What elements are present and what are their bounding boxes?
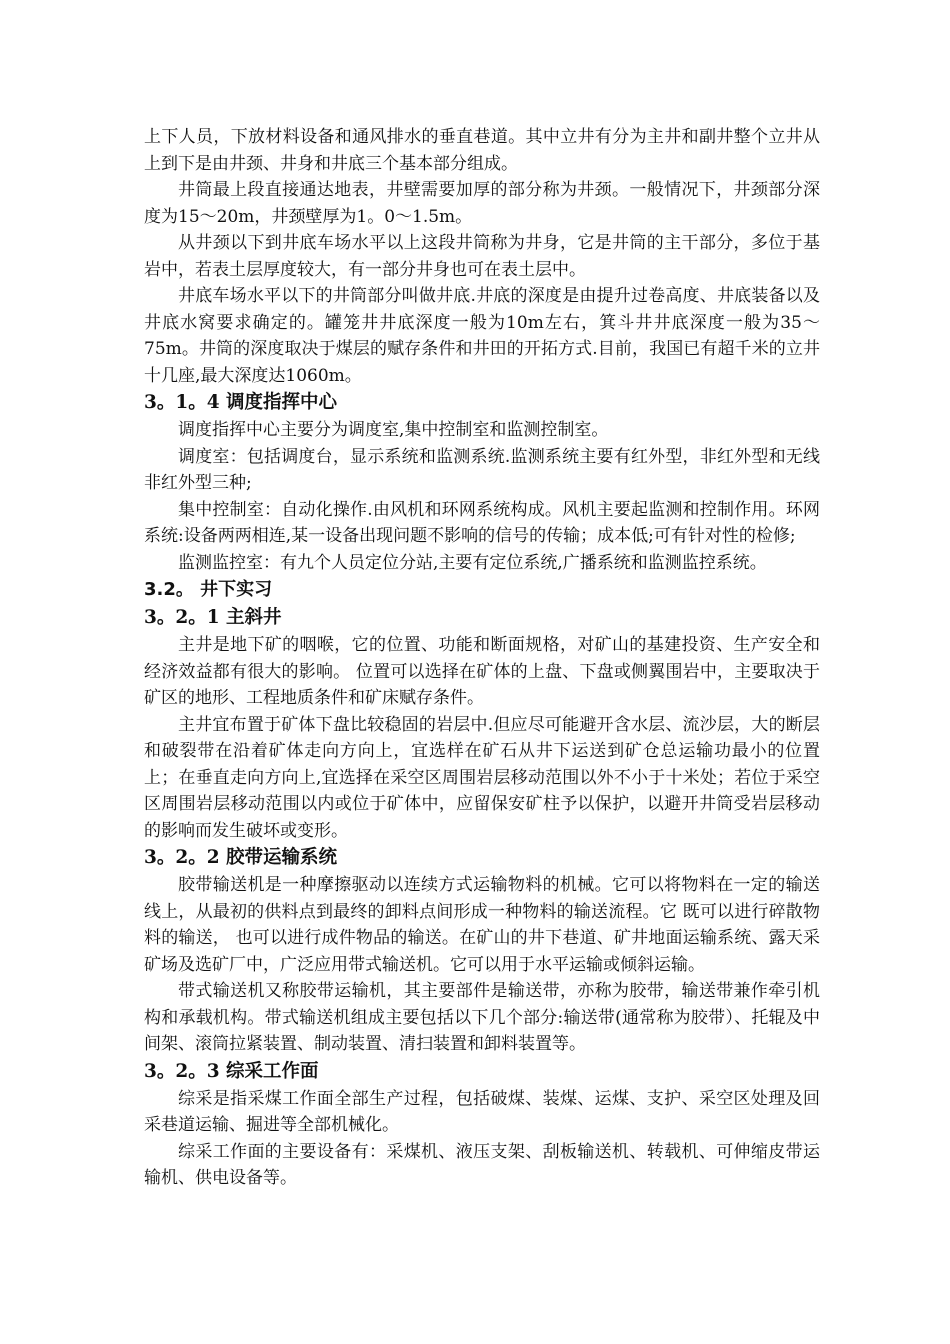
subsection-heading: 3。2。1 主斜井 [144,607,282,628]
subsection-heading: 3。2。2 胶带运输系统 [144,847,338,868]
paragraph: 井底车场水平以下的井筒部分叫做井底.井底的深度是由提升过卷高度、井底装备以及井底水窝要求确定的。罐笼井井底深度一般为10m左右，箕斗井井底深度一般为35～75m。井筒的深度取决于煤层的赋存条件和井田的开拓方式.目前，我国已有超千米的立井十几座,最大深度达1060m。 [144,286,820,386]
paragraph: 从井颈以下到井底车场水平以上这段井筒称为井身，它是井筒的主干部分，多位于基岩中，若表土层厚度较大，有一部分井身也可在表土层中。 [144,233,820,280]
paragraph: 带式输送机又称胶带运输机，其主要部件是输送带，亦称为胶带，输送带兼作牵引机构和承载机构。带式输送机组成主要包括以下几个部分:输送带(通常称为胶带）、托辊及中间架、滚筒拉紧装置、制动装置、清扫装置和卸料装置等。 [144,981,820,1054]
paragraph: 主井宜布置于矿体下盘比较稳固的岩层中.但应尽可能避开含水层、流沙层，大的断层和破裂带在沿着矿体走向方向上，宜选样在矿石从井下运送到矿仓总运输功最小的位置上；在垂直走向方向上,宜选择在采空区周围岩层移动范围以外不小于十米处；若位于采空区周围岩层移动范围以内或位于矿体中，应留保安矿柱予以保护，以避开井筒受岩层移动的影响而发生破坏或变形。 [144,714,820,841]
document-page [144,124,820,1192]
subsection-heading: 3。2。3 综采工作面 [144,1060,319,1082]
paragraph: 井筒最上段直接通达地表，井壁需要加厚的部分称为井颈。一般情况下，井颈部分深度为15～20m，井颈壁厚为1。0～1.5m。 [144,180,820,227]
paragraph: 综采工作面的主要设备有：采煤机、液压支架、刮板输送机、转载机、可伸缩皮带运输机、供电设备等。 [144,1141,820,1188]
paragraph: 集中控制室：自动化操作.由风机和环网系统构成。风机主要起监测和控制作用。环网系统:设备两两相连,某一设备出现问题不影响的信号的传输；成本低;可有针对性的检修; [144,499,820,546]
subsection-heading: 3。1。4 调度指挥中心 [144,392,338,413]
paragraph: 主井是地下矿的咽喉，它的位置、功能和断面规格，对矿山的基建投资、生产安全和经济效益都有很大的影响。 位置可以选择在矿体的上盘、下盘或侧翼围岩中，主要取决于矿区的地形、工程地质条件和矿床赋存条件。 [144,635,820,708]
section-heading: 3.2。 井下实习 [144,579,273,600]
paragraph: 上下人员，下放材料设备和通风排水的垂直巷道。其中立井有分为主井和副井整个立井从上到下是由井颈、井身和井底三个基本部分组成。 [144,127,820,174]
paragraph: 胶带输送机是一种摩擦驱动以连续方式运输物料的机械。它可以将物料在一定的输送线上，从最初的供料点到最终的卸料点间形成一种物料的输送流程。它 既可以进行碎散物料的输送， 也可以进行成件物品的输送。在矿山的井下巷道、矿井地面运输系统、露天采矿场及选矿厂中，广泛应用带式输送机。它可以用于水平运输或倾斜运输。 [144,875,820,975]
paragraph: 监测监控室：有九个人员定位分站,主要有定位系统,广播系统和监测监控系统。 [178,552,767,573]
paragraph: 综采是指采煤工作面全部生产过程，包括破煤、装煤、运煤、支护、采空区处理及回采巷道运输、掘进等全部机械化。 [144,1088,820,1135]
paragraph: 调度室：包括调度台，显示系统和监测系统.监测系统主要有红外型，非红外型和无线非红外型三种; [144,446,820,493]
paragraph: 调度指挥中心主要分为调度室,集中控制室和监测控制室。 [178,420,609,440]
